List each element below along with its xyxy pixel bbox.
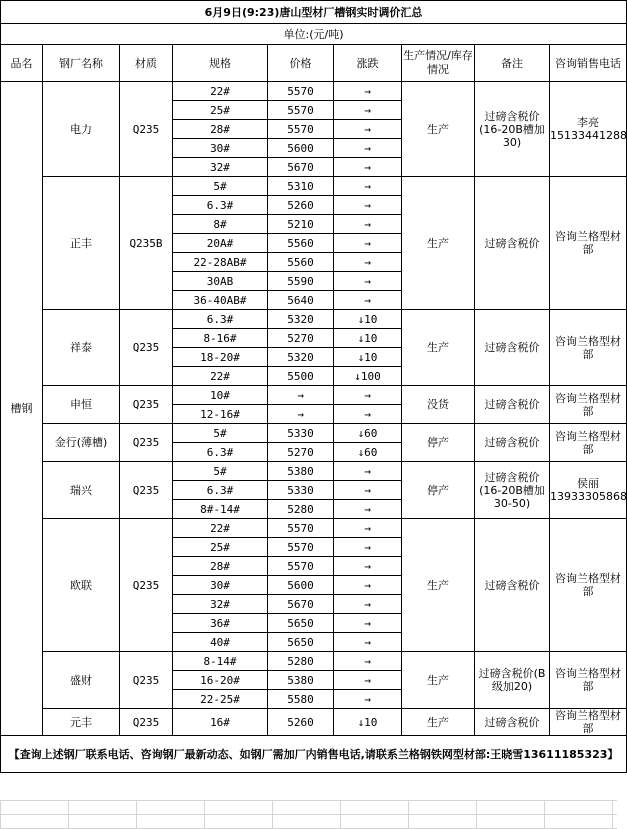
spec-cell: 6.3#	[173, 310, 268, 329]
material-cell: Q235	[120, 386, 173, 424]
spec-cell: 20A#	[173, 234, 268, 253]
price-cell: 5380	[268, 671, 334, 690]
sheet-title: 6月9日(9:23)唐山型材厂槽钢实时调价汇总	[1, 1, 627, 24]
price-cell: 5570	[268, 557, 334, 576]
price-cell: 5210	[268, 215, 334, 234]
spec-cell: 40#	[173, 633, 268, 652]
material-cell: Q235	[120, 424, 173, 462]
change-cell: ↓10	[334, 310, 402, 329]
price-cell: 5280	[268, 652, 334, 671]
spec-cell: 30#	[173, 576, 268, 595]
spec-cell: 22#	[173, 519, 268, 538]
header-product: 品名	[1, 45, 43, 82]
change-cell: →	[334, 538, 402, 557]
spec-cell: 32#	[173, 158, 268, 177]
footer-row	[1, 736, 627, 773]
table-row	[1, 177, 627, 196]
price-cell: 5310	[268, 177, 334, 196]
spec-cell: 8-16#	[173, 329, 268, 348]
contact-cell: 咨询兰格型材部	[550, 386, 627, 424]
change-cell: ↓60	[334, 424, 402, 443]
product-name-cell: 槽钢	[1, 82, 43, 736]
spec-cell: 28#	[173, 557, 268, 576]
change-cell: ↓100	[334, 367, 402, 386]
material-cell: Q235	[120, 82, 173, 177]
change-cell: →	[334, 272, 402, 291]
table-row	[1, 82, 627, 101]
spec-cell: 18-20#	[173, 348, 268, 367]
spec-cell: 8#	[173, 215, 268, 234]
change-cell: →	[334, 405, 402, 424]
spec-cell: 25#	[173, 538, 268, 557]
spec-cell: 8-14#	[173, 652, 268, 671]
header-row	[1, 45, 627, 82]
table-row	[1, 386, 627, 405]
change-cell: →	[334, 101, 402, 120]
change-cell: →	[334, 671, 402, 690]
price-cell: 5270	[268, 329, 334, 348]
mill-name-cell: 元丰	[43, 709, 120, 736]
price-cell: 5570	[268, 101, 334, 120]
price-cell: 5500	[268, 367, 334, 386]
spec-cell: 12-16#	[173, 405, 268, 424]
price-cell: 5560	[268, 234, 334, 253]
change-cell: →	[334, 177, 402, 196]
spec-cell: 30#	[173, 139, 268, 158]
status-cell: 生产	[402, 652, 475, 709]
header-mill: 钢厂名称	[43, 45, 120, 82]
price-cell: 5330	[268, 481, 334, 500]
header-contact: 咨询销售电话	[550, 45, 627, 82]
status-cell: 停产	[402, 424, 475, 462]
change-cell: ↓10	[334, 709, 402, 736]
status-cell: 生产	[402, 709, 475, 736]
change-cell: →	[334, 139, 402, 158]
header-material: 材质	[120, 45, 173, 82]
change-cell: →	[334, 481, 402, 500]
remark-cell: 过磅含税价	[475, 386, 550, 424]
status-cell: 没货	[402, 386, 475, 424]
change-cell: →	[334, 386, 402, 405]
change-cell: →	[334, 158, 402, 177]
mill-name-cell: 瑞兴	[43, 462, 120, 519]
header-status: 生产情况/库存情况	[402, 45, 475, 82]
spec-cell: 10#	[173, 386, 268, 405]
spec-cell: 5#	[173, 424, 268, 443]
table-row	[1, 709, 627, 736]
spec-cell: 6.3#	[173, 481, 268, 500]
spec-cell: 32#	[173, 595, 268, 614]
remark-cell: 过磅含税价	[475, 310, 550, 386]
contact-cell: 李亮 15133441288	[550, 82, 627, 177]
change-cell: →	[334, 595, 402, 614]
spreadsheet-gridlines	[0, 800, 617, 829]
change-cell: ↓60	[334, 443, 402, 462]
price-cell: 5580	[268, 690, 334, 709]
table-row	[1, 424, 627, 443]
change-cell: →	[334, 633, 402, 652]
status-cell: 生产	[402, 519, 475, 652]
change-cell: →	[334, 576, 402, 595]
spec-cell: 30AB	[173, 272, 268, 291]
price-cell: 5650	[268, 614, 334, 633]
change-cell: →	[334, 196, 402, 215]
table-row	[1, 310, 627, 329]
price-cell: 5600	[268, 576, 334, 595]
change-cell: →	[334, 215, 402, 234]
spec-cell: 16#	[173, 709, 268, 736]
price-cell: 5260	[268, 196, 334, 215]
price-cell: 5670	[268, 595, 334, 614]
contact-cell: 咨询兰格型材部	[550, 310, 627, 386]
price-cell: 5570	[268, 82, 334, 101]
price-cell: 5590	[268, 272, 334, 291]
remark-cell: 过磅含税价(B级加20)	[475, 652, 550, 709]
price-cell: 5650	[268, 633, 334, 652]
price-cell: 5380	[268, 462, 334, 481]
spec-cell: 36-40AB#	[173, 291, 268, 310]
header-remark: 备注	[475, 45, 550, 82]
spec-cell: 5#	[173, 462, 268, 481]
unit-label: 单位:(元/吨)	[1, 24, 627, 45]
price-cell: 5570	[268, 120, 334, 139]
change-cell: →	[334, 614, 402, 633]
spec-cell: 8#-14#	[173, 500, 268, 519]
price-cell: 5270	[268, 443, 334, 462]
price-cell: 5640	[268, 291, 334, 310]
spec-cell: 22#	[173, 367, 268, 386]
change-cell: →	[334, 82, 402, 101]
price-cell: 5320	[268, 310, 334, 329]
spec-cell: 22-28AB#	[173, 253, 268, 272]
contact-cell: 咨询兰格型材部	[550, 652, 627, 709]
remark-cell: 过磅含税价	[475, 424, 550, 462]
status-cell: 生产	[402, 310, 475, 386]
price-cell: 5560	[268, 253, 334, 272]
mill-name-cell: 正丰	[43, 177, 120, 310]
price-cell: 5570	[268, 538, 334, 557]
table-row	[1, 652, 627, 671]
status-cell: 停产	[402, 462, 475, 519]
header-spec: 规格	[173, 45, 268, 82]
spec-cell: 5#	[173, 177, 268, 196]
change-cell: →	[334, 500, 402, 519]
spec-cell: 6.3#	[173, 443, 268, 462]
price-cell: 5670	[268, 158, 334, 177]
remark-cell: 过磅含税价	[475, 177, 550, 310]
price-cell: 5280	[268, 500, 334, 519]
change-cell: →	[334, 462, 402, 481]
material-cell: Q235	[120, 310, 173, 386]
price-cell: 5570	[268, 519, 334, 538]
material-cell: Q235	[120, 519, 173, 652]
mill-name-cell: 盛财	[43, 652, 120, 709]
contact-cell: 侯丽 13933305868	[550, 462, 627, 519]
change-cell: →	[334, 690, 402, 709]
change-cell: ↓10	[334, 329, 402, 348]
change-cell: →	[334, 557, 402, 576]
mill-name-cell: 电力	[43, 82, 120, 177]
spec-cell: 6.3#	[173, 196, 268, 215]
price-cell: 5600	[268, 139, 334, 158]
change-cell: →	[334, 234, 402, 253]
header-price: 价格	[268, 45, 334, 82]
contact-cell: 咨询兰格型材部	[550, 709, 627, 736]
spec-cell: 22#	[173, 82, 268, 101]
material-cell: Q235B	[120, 177, 173, 310]
footer-note: 【查询上述钢厂联系电话、咨询钢厂最新动态、如钢厂需加厂内销售电话,请联系兰格钢铁网型材部:王晓雪13611185323】	[1, 736, 627, 773]
change-cell: →	[334, 253, 402, 272]
remark-cell: 过磅含税价(16-20B槽加30-50)	[475, 462, 550, 519]
mill-name-cell: 申恒	[43, 386, 120, 424]
change-cell: →	[334, 120, 402, 139]
mill-name-cell: 祥泰	[43, 310, 120, 386]
material-cell: Q235	[120, 652, 173, 709]
remark-cell: 过磅含税价	[475, 519, 550, 652]
price-cell: →	[268, 405, 334, 424]
material-cell: Q235	[120, 709, 173, 736]
price-cell: 5260	[268, 709, 334, 736]
change-cell: →	[334, 519, 402, 538]
status-cell: 生产	[402, 82, 475, 177]
mill-name-cell: 金行(薄槽)	[43, 424, 120, 462]
price-cell: 5320	[268, 348, 334, 367]
remark-cell: 过磅含税价	[475, 709, 550, 736]
table-row	[1, 462, 627, 481]
spec-cell: 22-25#	[173, 690, 268, 709]
spec-cell: 28#	[173, 120, 268, 139]
mill-name-cell: 欧联	[43, 519, 120, 652]
change-cell: →	[334, 291, 402, 310]
contact-cell: 咨询兰格型材部	[550, 424, 627, 462]
table-row	[1, 519, 627, 538]
contact-cell: 咨询兰格型材部	[550, 519, 627, 652]
contact-cell: 咨询兰格型材部	[550, 177, 627, 310]
price-cell: →	[268, 386, 334, 405]
material-cell: Q235	[120, 462, 173, 519]
spec-cell: 25#	[173, 101, 268, 120]
remark-cell: 过磅含税价(16-20B槽加30)	[475, 82, 550, 177]
status-cell: 生产	[402, 177, 475, 310]
header-change: 涨跌	[334, 45, 402, 82]
change-cell: ↓10	[334, 348, 402, 367]
price-cell: 5330	[268, 424, 334, 443]
spec-cell: 36#	[173, 614, 268, 633]
spec-cell: 16-20#	[173, 671, 268, 690]
change-cell: →	[334, 652, 402, 671]
